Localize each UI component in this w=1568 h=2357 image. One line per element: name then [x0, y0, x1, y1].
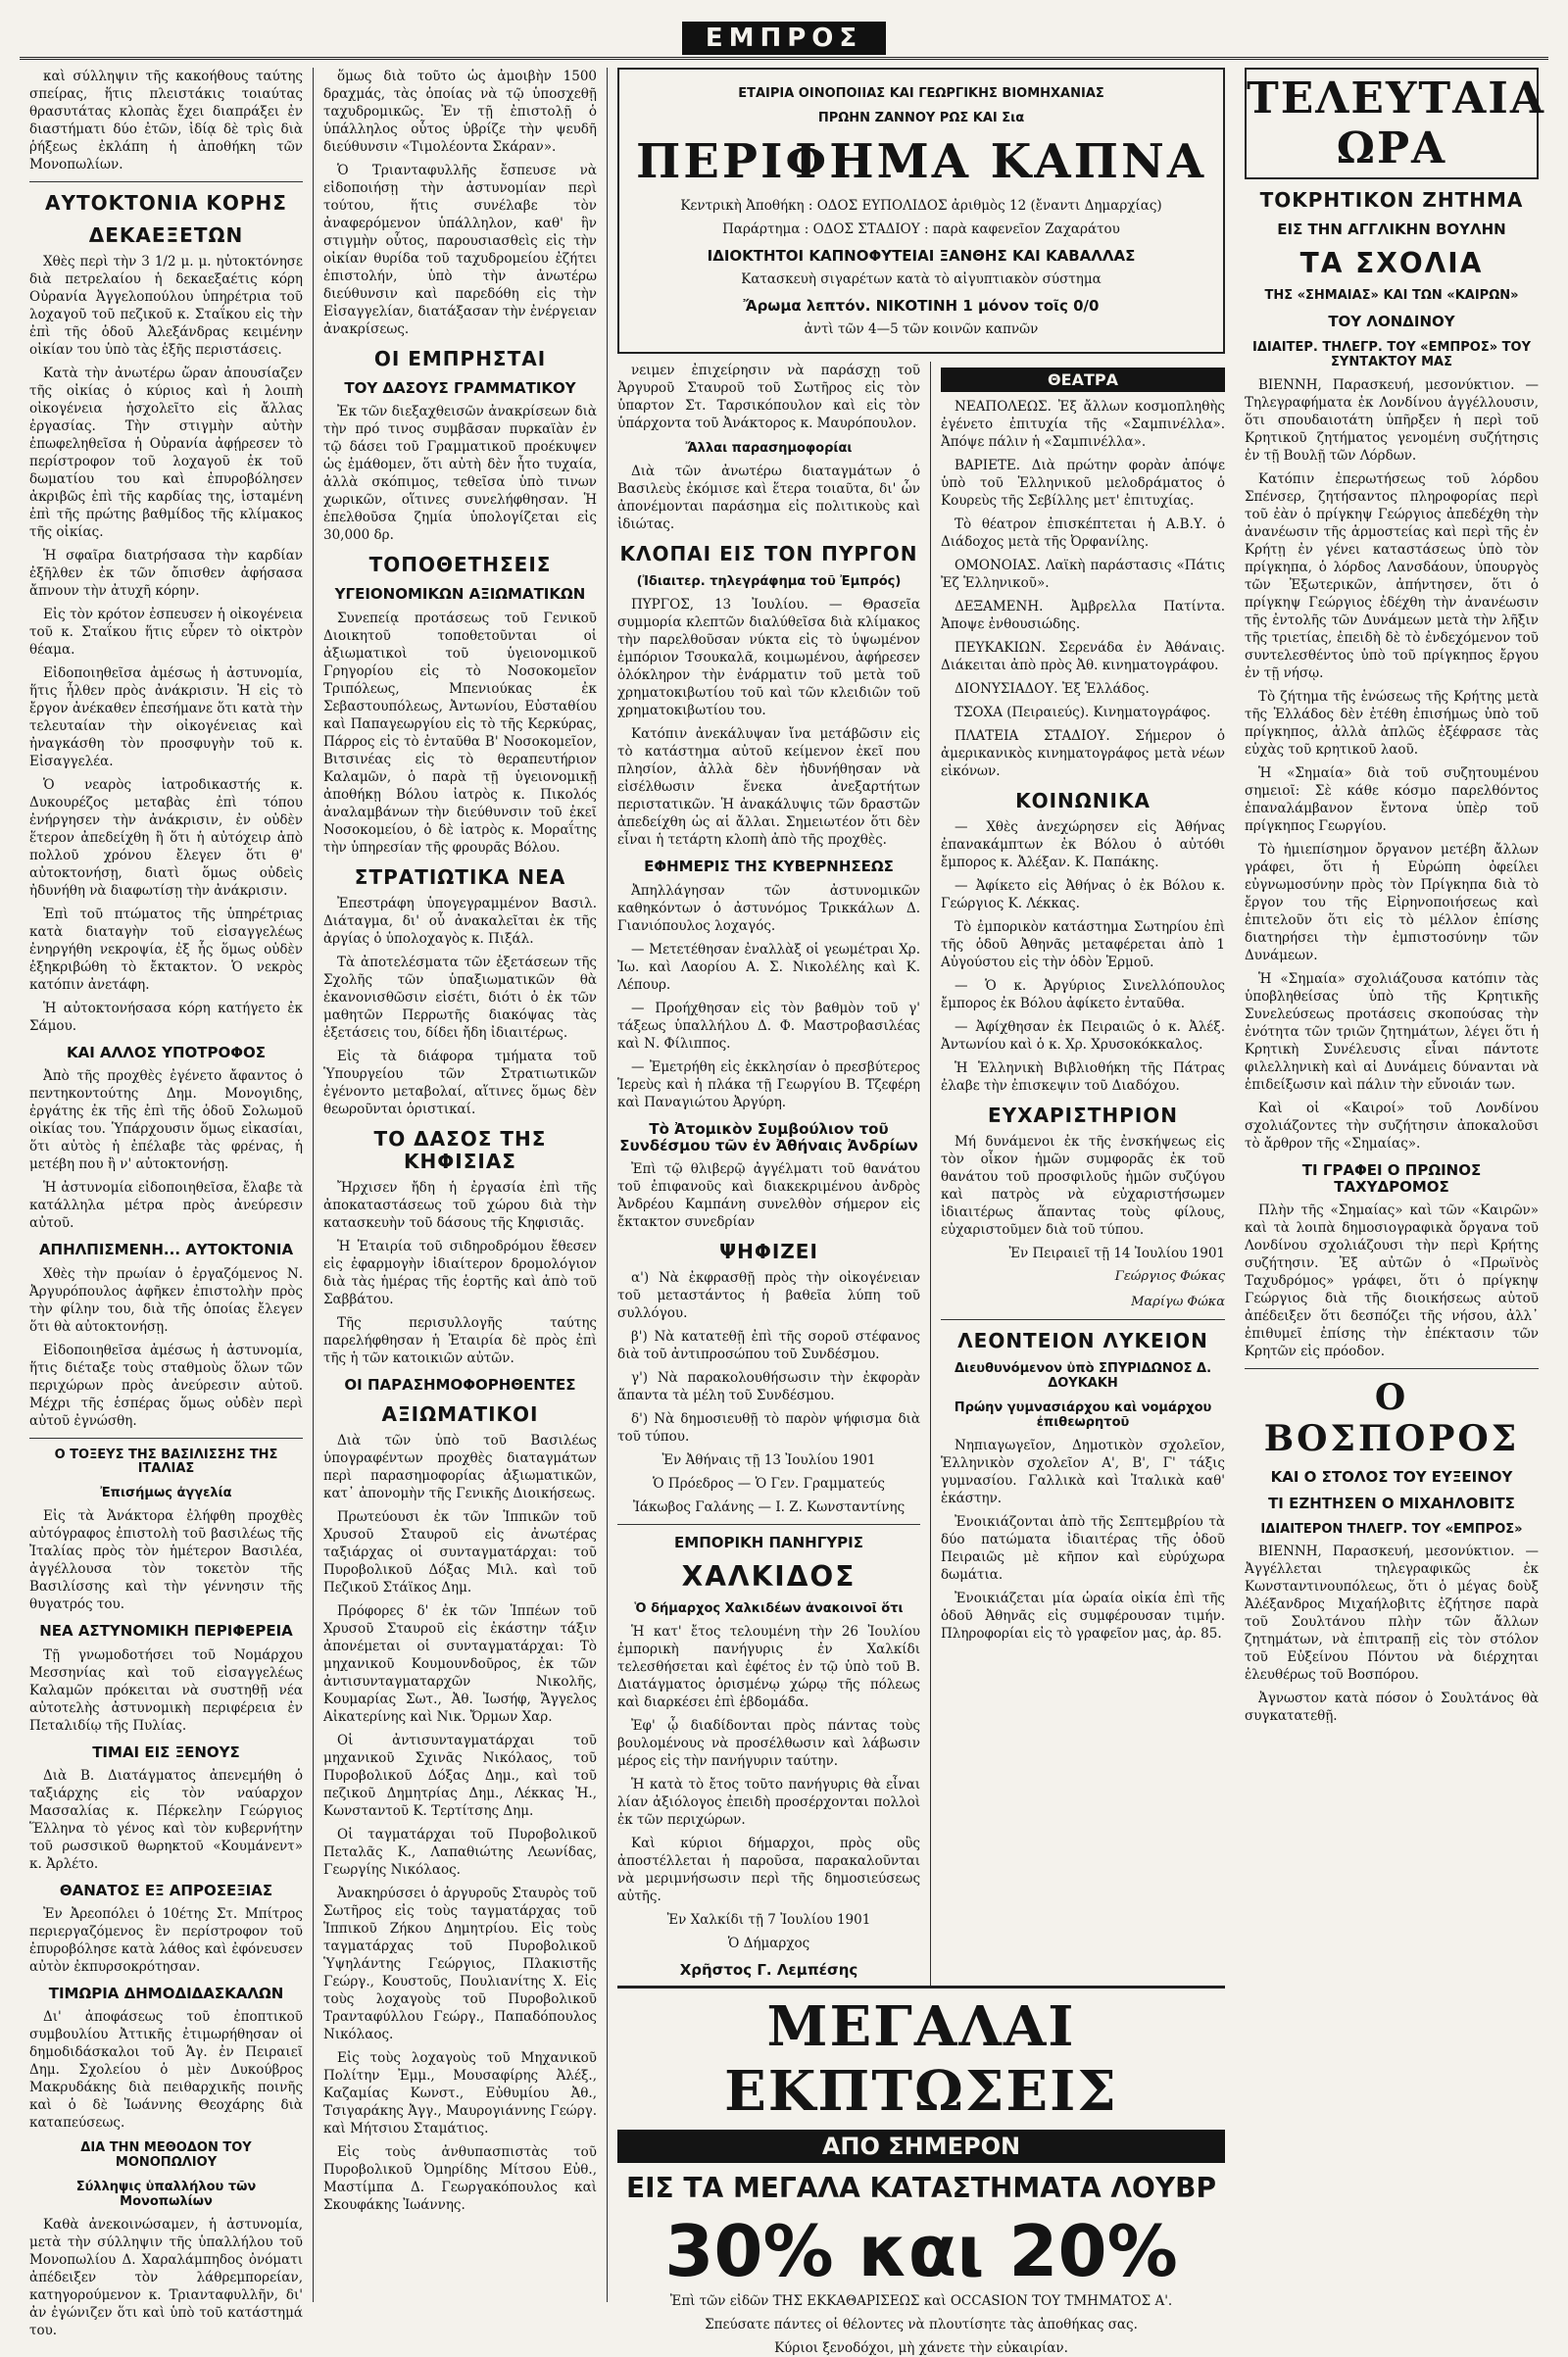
subheadline: Διευθυνόμενον ὑπὸ ΣΠΥΡΙΔΩΝΟΣ Δ. ΔΟΥΚΑΚΗ: [954, 1361, 1212, 1392]
column-4: [931, 362, 1235, 1985]
headline: ΨΗΦΙΖΕΙ: [719, 1240, 818, 1263]
subheadline: Πρώην γυμνασιάρχου καὶ νομάρχου ἐπιθεωρητοῦ: [954, 1400, 1212, 1431]
column-2: [314, 68, 608, 2302]
article-text: Τὸ ἐμπορικὸν κατάστημα Σωτηρίου ἐπὶ τῆς ὁδοῦ Ἀθηνᾶς μεταφέρεται ἀπὸ 1 Αὐγούστου εἰς τὴν ὁδὸν Ἑρμοῦ.: [941, 919, 1225, 971]
article-text: ΒΙΕΝΝΗ, Παρασκευή, μεσονύκτιον. — Τηλεγραφήματα ἐκ Λονδίνου ἀγγέλλουσιν, ὅτι σπουδαιοτάτη ὑπῆρξεν ἡ περὶ τοῦ Κρητικοῦ ζητήματος γενομένη συζήτησις ἐν τῇ Βουλῇ τῶν Λόρδων.: [1245, 376, 1539, 464]
ad-line: ΙΔΙΟΚΤΗΤΟΙ ΚΑΠΝΟΦΥΤΕΙΑΙ ΞΑΝΘΗΣ ΚΑΙ ΚΑΒΑΛΛΑΣ: [707, 246, 1136, 265]
signature: Μαρίγω Φώκα: [1131, 1295, 1225, 1310]
article-text: Ἐπὶ τοῦ πτώματος τῆς ὑπηρέτριας κατὰ διαταγὴν τοῦ εἰσαγγελέως ἐνηργήθη νεκροψία, ἐξ ἧς ὅμως οὐδὲν ἐξηκριβώθη τὸ ἔκτακτον. Ὁ νεκρὸς κατόπιν ἀνετάφη.: [29, 907, 303, 993]
divider: [1245, 1368, 1539, 1369]
ad-line: Κεντρικὴ Ἀποθήκη : ΟΔΟΣ ΕΥΠΟΛΙΔΟΣ ἀριθμὸς 12 (ἔναντι Δημαρχίας): [680, 197, 1162, 214]
article-text: Εἰδοποιηθεῖσα ἀμέσως ἡ ἀστυνομία, ἥτις ἦλθεν πρὸς ἀνάκρισιν. Ἡ εἰς τὸ ἔργον ἀνέκαθεν ἐπεσήμανε ὅτι κατὰ τὴν τελευταίαν τὴν οἰκογένειας καὶ ἠναγκάσθη τὸν προσφυγὴν τοῦ κ. Εἰσαγγελέα.: [29, 665, 303, 769]
ad-store: ΕΙΣ ΤΑ ΜΕΓΑΛΑ ΚΑΤΑΣΤΗΜΑΤΑ ΛΟΥΒΡ: [626, 2171, 1216, 2204]
article-text: Ἡ ἀστυνομία εἰδοποιηθεῖσα, ἔλαβε τὰ κατάλληλα μέτρα πρὸς ἀνεύρεσιν αὐτοῦ.: [29, 1180, 303, 1232]
ad-line: ἀντὶ τῶν 4—5 τῶν κοινῶν καπνῶν: [804, 321, 1039, 338]
divider: [29, 1438, 303, 1439]
two-column-area: [608, 362, 1235, 1985]
article-text: ΟΜΟΝΟΙΑΣ. Λαϊκὴ παράστασις «Πάτις Ἐζ Ἑλληνικοῦ».: [941, 558, 1225, 592]
ad-line: Σπεύσατε πάντες οἱ θέλοντες νὰ πλουτίσητε τὰς ἀποθήκας σας.: [705, 2316, 1138, 2332]
subheadline: Σύλληψις ὑπαλλήλου τῶν Μονοπωλίων: [75, 2180, 257, 2210]
article-text: ὅμως διὰ τοῦτο ὡς ἀμοιβὴν 1500 δραχμάς, τὰς ὁποίας νὰ τῷ ὑποσχεθῇ ταχυδρομικῶς. Ἐν τῇ ἐπιστολῇ ὁ ὑπάλληλος οὗτος ὑβρίζε τὴν ψευδῆ διεύθυνσιν «Τιμολέοντα Σκάραν».: [323, 69, 597, 155]
section-banner: ΘΕΑΤΡΑ: [941, 368, 1225, 392]
article-text: Διὰ τῶν ὑπὸ τοῦ Βασιλέως ὑπογραφέντων προχθὲς διαταγμάτων περὶ παρασημοφορίας ἀξιωματικῶν, κατ᾽ ἀπονομὴν τῆς Γενικῆς Διοικήσεως.: [323, 1432, 597, 1501]
article-text: Ἡ «Σημαία» σχολιάζουσα κατόπιν τὰς ὑποβληθείσας ὑπὸ τῆς Κρητικῆς Συνελεύσεως προτάσεις σκοπούσας τὴν ἐνότητα τῶν τριῶν ζητημάτων, λέγει ὅτι ἡ Κρητικὴ Συνέλευσις εἶναι πάντοτε φιλελληνικὴ καὶ αἱ Δυνάμεις δύνανται νὰ ἐπιδείξωσιν καὶ πάλιν τὴν εὔνοιάν των.: [1245, 970, 1539, 1093]
article-text: Καὶ οἱ «Καιροί» τοῦ Λονδίνου σχολιάζοντες τὴν συζήτησιν ἀποκαλοῦσι τὸ ἄρθρον τῆς «Σημαίας».: [1245, 1100, 1539, 1152]
article-text: Ἀνακηρύσσει ὁ ἀργυροῦς Σταυρὸς τοῦ Σωτῆρος εἰς τοὺς ταγματάρχας τοῦ Ἱππικοῦ Ζήκου Δημητρίου. Εἰς τοὺς ταγματάρχας τοῦ Πυροβολικοῦ Ὑψηλάντης Γεώργιος, Πλακιστῆς Γεώργ., Κουστοῦς, Πουλιανίτης Χ. Εἰς τοὺς λοχαγοὺς τοῦ Πυροβολικοῦ Τρανταφύλλου Γεώργ., Παπαδόπουλος Νικόλαος.: [323, 1885, 597, 2042]
article-text: ΤΣΟΧΑ (Πειραιεύς). Κινηματογράφος.: [955, 705, 1211, 721]
article-text: ΝΕΑΠΟΛΕΩΣ. Ἐξ ἄλλων κοσμοπληθὴς ἐγένετο ἐπιτυχία τῆς «Σαμπινέλλα». Ἀπόψε πάλιν ἡ «Σαμπινέλλα».: [941, 399, 1225, 451]
article-text: Κατόπιν ἐπερωτήσεως τοῦ λόρδου Σπένσερ, ζητήσαντος πληροφορίας περὶ τοῦ ἐὰν ὁ πρίγκηψ Γεώργιος ἀπεδέχθη τὴν ἀνανέωσιν τῆς ἁρμοστείας καὶ περὶ τῆς ἐν Κρήτῃ ἐν γένει καταστάσεως ὑπὸ τὸν πρίγκηπα, ὁ λόρδος Λανσδάουν, ὑπουργὸς τῶν Ἐξωτερικῶν, ἀπήντησεν, ὅτι ὁ πρίγκηψ Γεώργιος ἐδέχθη τὴν ἀνανέωσιν τῆς ἐντολῆς τῶν Δυνάμεων μετὰ τὴν λῆξιν τῆς τριετίας, ἐπειδὴ δὲ τὸ ἐνδεχόμενον τοῦ συντελεσθέντος ὑπὸ τοῦ πρίγκηπος ἔργου ἐν τῇ νήσῳ.: [1245, 470, 1539, 681]
article-text: Ἐν Ἀρεοπόλει ὁ 10έτης Στ. Μπίτρος περιεργαζόμενος ἓν περίστροφον τοῦ ἐπυροβόλησε κατὰ λάθος καὶ ἐφόνευσεν αὐτὸν ἐκπυρσοκρότησαν.: [29, 1906, 303, 1976]
headline: ΤΗΣ «ΣΗΜΑΙΑΣ» ΚΑΙ ΤΩΝ «ΚΑΙΡΩΝ»: [1264, 288, 1519, 304]
ad-company-sub: ΠΡΩΗΝ ΖΑΝΝΟΥ ΡΩΣ ΚΑΙ Σια: [817, 110, 1025, 125]
signature: Χρῆστος Γ. Λεμπέσης: [679, 1961, 858, 1980]
headline: ΤΙΜΩΡΙΑ ΔΗΜΟΔΙΔΑΣΚΑΛΩΝ: [48, 1985, 284, 2003]
article-text: Τὸ ζήτημα τῆς ἑνώσεως τῆς Κρήτης μετὰ τῆς Ἑλλάδος δὲν ἐτέθη ἐπισήμως ὑπὸ τοῦ πρίγκηπος, ἀλλὰ ἀπλῶς ἐξέφρασε τὰς εὐχὰς τοῦ κρητικοῦ λαοῦ.: [1245, 688, 1539, 758]
article-text: Εἰς τὰ Ἀνάκτορα ἐλήφθη προχθὲς αὐτόγραφος ἐπιστολὴ τοῦ βασιλέως τῆς Ἰταλίας πρὸς τὸν ἡμέτερον Βασιλέα, ἀγγέλλουσα τὸν τοκετὸν τῆς Βασιλίσσης καὶ τὴν γέννησιν τῆς θυγατρός του.: [29, 1508, 303, 1613]
headline: ΚΟΙΝΩΝΙΚΑ: [1015, 789, 1151, 813]
divider: [941, 1319, 1225, 1320]
headline: ΤΟΚΡΗΤΙΚΟΝ ΖΗΤΗΜΑ: [1259, 188, 1524, 212]
headline: ΕΥΧΑΡΙΣΤΗΡΙΟΝ: [987, 1104, 1179, 1128]
column-3: [608, 362, 931, 1985]
article-text: β') Νὰ κατατεθῇ ἐπὶ τῆς σοροῦ στέφανος διὰ τοῦ ἀντιπροσώπου τοῦ Συνδέσμου.: [617, 1329, 920, 1362]
center-block: [608, 68, 1235, 2356]
signature: Ἰάκωβος Γαλάνης — Ι. Ζ. Κωνσταντίνης: [632, 1499, 906, 1515]
headline: ΤΙ ΕΖΗΤΗΣΕΝ Ο ΜΙΧΑΗΛΟΒΙΤΣ: [1268, 1495, 1515, 1513]
headline: ΤΙ ΓΡΑΦΕΙ Ο ΠΡΩΙΝΟΣ ΤΑΧΥΔΡΟΜΟΣ: [1301, 1160, 1482, 1196]
headline: ΟΙ ΕΜΠΡΗΣΤΑΙ: [373, 347, 547, 370]
article-text: Ὁ Τριανταφυλλῆς ἔσπευσε νὰ εἰδοποιήσῃ τὴν ἀστυνομίαν περὶ τούτου, ἥτις συνέλαβε τὸν ἀναφερόμενον ὑπάλληλον, καθ' ἣν στιγμὴν οὗτος, παρουσιασθεὶς εἰς τὴν οἰκίαν θυρίδα τοῦ ταχυδρομείου ἐζήτει ἐπιστολήν, ὑπὸ τὴν ἀνωτέρω διεύθυνσιν καὶ παρεδόθη εἰς τὴν Εἰσαγγελίαν, διατάξασαν τὴν ἐνέργειαν ἀνακρίσεως.: [323, 163, 597, 337]
article-text: Μή δυνάμενοι ἐκ τῆς ἐνσκήψεως εἰς τὸν οἶκον ἡμῶν συμφορᾶς ἐκ τοῦ θανάτου τοῦ προσφιλοῦς ἡμῶν συζύγου καὶ πατρὸς νὰ εὐχαριστήσωμεν ἰδιαιτέρως ἅπαντας τοὺς φίλους, εὐχαριστοῦμεν διὰ τοῦ τύπου.: [941, 1134, 1225, 1239]
article-text: Εἰς τὸν κρότον ἐσπευσεν ἡ οἰκογένεια τοῦ κ. Σταΐκου ἥτις εὗρεν τὸ οἰκτρὸν θέαμα.: [29, 607, 303, 658]
ad-company: ΕΤΑΙΡΙΑ ΟΙΝΟΠΟΙΙΑΣ ΚΑΙ ΓΕΩΡΓΙΚΗΣ ΒΙΟΜΗΧΑΝΙΑΣ: [738, 86, 1104, 101]
columns: [20, 68, 1548, 2356]
ad-line: Παράρτημα : ΟΔΟΣ ΣΤΑΔΙΟΥ : παρὰ καφενεῖον Ζαχαράτου: [722, 221, 1120, 237]
article-text: — Ἀφίκετο εἰς Ἀθήνας ὁ ἐκ Βόλου κ. Γεώργιος Κ. Λέκκας.: [941, 878, 1225, 912]
dateline: Ἐν Ἀθήναις τῇ 13 Ἰουλίου 1901: [662, 1452, 876, 1468]
masthead: [20, 18, 1548, 60]
ad-banner: ΑΠΟ ΣΗΜΕΡΟΝ: [617, 2130, 1225, 2163]
headline: ΤΟΠΟΘΕΤΗΣΕΙΣ: [368, 553, 552, 577]
headline: ΑΠΗΛΠΙΣΜΕΝΗ... ΑΥΤΟΚΤΟΝΙΑ: [38, 1241, 294, 1259]
headline: ΕΜΠΟΡΙΚΗ ΠΑΝΗΓΥΡΙΣ: [674, 1534, 863, 1551]
article-text: Ἐνοικιάζεται μία ὡραία οἰκία ἐπὶ τῆς ὁδοῦ Ἀθηνᾶς εἰς συμφέρουσαν τιμήν. Πληροφορίαι εἰς τὸ γραφεῖον μας, ἀρ. 85.: [941, 1591, 1225, 1643]
column-5: [1235, 68, 1548, 2302]
article-text: Ἡ Ἑλληνικὴ Βιβλιοθήκη τῆς Πάτρας ἐλαβε τὴν ἐπισκεψιν τοῦ Διαδόχου.: [941, 1060, 1225, 1095]
article-text: Εἰς τοὺς λοχαγοὺς τοῦ Μηχανικοῦ Πολίτην Ἐμμ., Μουσαφίρης Ἀλέξ., Καζαμίας Κωνστ., Εὐθυμίου Ἀθ., Τσιγαράκης Ἀγγ., Μαυρογιάννης Γεώργ. καὶ Μήτσιου Σταμάτιος.: [323, 2049, 597, 2136]
article-text: — Ἐμετρήθη εἰς ἐκκλησίαν ὁ πρεσβύτερος Ἱερεὺς καὶ ἡ πλάκα τῇ Γεωργίου Β. Τζεφέρη καὶ Παναγιώτου Ἀργύρη.: [617, 1058, 920, 1110]
headline: ΚΑΙ ΑΛΛΟΣ ΥΠΟΤΡΟΦΟΣ: [67, 1044, 266, 1061]
section-title: ΤΕΛΕΥΤΑΙΑ ΩΡΑ: [1245, 68, 1539, 179]
article-text: Ἡ Ἑταιρία τοῦ σιδηροδρόμου ἔθεσεν εἰς ἐφαρμογὴν ἰδιαίτερον δρομολόγιον διὰ τὰς ἡμέρας τῆς ἑορτῆς καὶ ἀπὸ τοῦ Σαββάτου.: [323, 1238, 597, 1307]
article-text: — Προήχθησαν εἰς τὸν βαθμὸν τοῦ γ' τάξεως ὑπαλλήλου Δ. Φ. Μαστροβασιλέας καὶ Ν. Φίλιππος.: [617, 1000, 920, 1052]
article-text: γ') Νὰ παρακολουθήσωσιν τὴν ἐκφορὰν ἅπαντα τὰ μέλη τοῦ Συνδέσμου.: [617, 1370, 920, 1403]
article-text: Ἐκ τῶν διεξαχθεισῶν ἀνακρίσεων διὰ τὴν πρό τινος συμβᾶσαν πυρκαϊὰν ἐν τῷ δάσει τοῦ Γραμματικοῦ προέκυψεν ὡς ἐμάθομεν, ὅτι αὐτὴ δὲν ἦτο τυχαία, ἀλλὰ σκόπιμος, τεθεῖσα ὑπὸ τινων χωρικῶν, οἵτινες συνελήφθησαν. Ἡ ἐπελθοῦσα ζημία ὑπολογίζεται εἰς 30,000 δρ.: [323, 404, 597, 544]
signature: Γεώργιος Φώκας: [1114, 1269, 1225, 1285]
subheadline: ΙΔΙΑΙΤΕΡΟΝ ΤΗΛΕΓΡ. ΤΟΥ «ΕΜΠΡΟΣ»: [1260, 1521, 1523, 1537]
newspaper-page: [20, 18, 1548, 2356]
article-text: Ἐπεστράφη ὑπογεγραμμένον Βασιλ. Διάταγμα, δι' οὗ ἀνακαλεῖται ἐκ τῆς ἀργίας ὁ ὑπολοχαγὸς κ. Πιξάλ.: [323, 895, 597, 947]
headline: ΟΙ ΠΑΡΑΣΗΜΟΦΟΡΗΘΕΝΤΕΣ: [344, 1375, 576, 1394]
headline: ΧΑΛΚΙΔΟΣ: [681, 1560, 857, 1594]
article-text: Κατὰ τὴν ἀνωτέρω ὥραν ἀπουσίαζεν τῆς οἰκίας ὁ κύριος καὶ ἡ λοιπὴ οἰκογένεια ἠσχολεῖτο εἰς ἄλλας ἐργασίας. Τὴν στιγμὴν αὐτὴν ἐπωφεληθεῖσα ἡ Οὐρανία ἀφῄρεσεν τὸ περίστροφον τοῦ λοχαγοῦ ἐκ τοῦ δωματίου του καὶ ἐπυροβόλησεν ἀκριβῶς ἐπὶ τῆς καρδίας της, ἱσταμένη ἐπὶ τῆς πρώτης βαθμίδος τῆς κλίμακος τῆς οἰκίας.: [29, 366, 303, 540]
subheadline: Ἐπισήμως ἀγγελία: [100, 1486, 232, 1501]
article-text: Ἐφ' ᾧ διαδίδονται πρὸς πάντας τοὺς βουλομένους νὰ προσέλθωσιν καὶ λάβωσιν μέρος εἰς τὴν πανήγυριν ταύτην.: [617, 1718, 920, 1770]
article-text: Ἡ σφαῖρα διατρήσασα τὴν καρδίαν ἐξῆλθεν ἐκ τῶν ὄπισθεν ἀφήσασα ἄπνουν τὴν ἀτυχῆ κόρην.: [29, 548, 303, 599]
louvre-sale-ad: [617, 1986, 1225, 2356]
headline: ΤΑ ΣΧΟΛΙΑ: [1299, 247, 1484, 280]
ad-line: Κύριοι ξενοδόχοι, μὴ χάνετε τὴν εὐκαιρίαν.: [774, 2339, 1068, 2356]
headline: ΕΙΣ ΤΗΝ ΑΓΓΛΙΚΗΝ ΒΟΥΛΗΝ: [1277, 221, 1506, 238]
headline: ΛΕΟΝΤΕΙΟΝ ΛΥΚΕΙΟΝ: [957, 1329, 1208, 1353]
article-text: Τὸ θέατρον ἐπισκέπτεται ἡ Α.Β.Υ. ὁ Διάδοχος μετὰ τῆς Ὀρφανίλης.: [941, 516, 1225, 551]
article-text: Ἀγνωστον κατὰ πόσον ὁ Σουλτάνος θὰ συγκατατεθῇ.: [1245, 1691, 1539, 1725]
article-text: Καθὰ ἀνεκοινώσαμεν, ἡ ἀστυνομία, μετὰ τὴν σύλληψιν τῆς ὑπαλλήλου τοῦ Μονοπωλίου Δ. Χαραλάμπηδος ὀνόματι ἀπέδειξεν τὸν λάθρεμπορείαν, κατηγορούμενον κ. Τριανταφυλλῆν, δι' ἀν ἐγώνιζεν ὅτι καὶ ὑπὸ τοῦ κατάστημά του.: [29, 2217, 303, 2339]
headline: ΣΤΡΑΤΙΩΤΙΚΑ ΝΕΑ: [354, 864, 566, 889]
article-text: ΔΙΟΝΥΣΙΑΔΟΥ. Ἐξ Ἑλλάδος.: [955, 681, 1150, 698]
article-text: Καὶ κύριοι δήμαρχοι, πρὸς οὓς ἀποστέλλεται ἡ παροῦσα, παρακαλοῦνται νὰ μεριμνήσωσιν περὶ τῆς δημοσιεύσεως αὐτῆς.: [617, 1836, 920, 1905]
headline: Ο ΤΟΞΕΥΣ ΤΗΣ ΒΑΣΙΛΙΣΣΗΣ ΤΗΣ ΙΤΑΛΙΑΣ: [54, 1447, 278, 1477]
article-text: Ἀπὸ τῆς προχθὲς ἐγένετο ἄφαντος ὁ πεντηκοντούτης Δημ. Μονογιδης, ἐργάτης ἐκ τῆς ἐπὶ τῆς ὁδοῦ Σολωμοῦ οἰκίας του. Ὑπάρχουσιν ὅμως εἰκασίαι, ὅτι αὐτὸς ἡ ἐπέλαβε τὰς φρένας, ἡ μετέβη που ἢ ν' αὐτοκτονήσῃ.: [29, 1068, 303, 1173]
article-text: Χθὲς περὶ τὴν 3 1/2 μ. μ. ηὐτοκτόνησε διὰ πετρελαίου ἡ δεκαεξαέτις κόρη Οὐρανία Ἀγγελοπούλου ὑπηρέτρια τοῦ λοχαγοῦ τοῦ πεζικοῦ κ. Σταΐκου εἰς τὴν ἐπὶ τῆς ὁδοῦ Ἀλεξάνδρας κειμένην οἰκίαν του ὑπὸ τὰς ἑξῆς περιστάσεις.: [29, 254, 303, 358]
headline: ΚΑΙ Ο ΣΤΟΛΟΣ ΤΟΥ ΕΥΞΕΙΝΟΥ: [1270, 1468, 1513, 1486]
ad-line: Ἄρωμα λεπτόν. ΝΙΚΟΤΙΝΗ 1 μόνον τοῖς 0/0: [743, 297, 1100, 316]
ad-line: Κατασκευὴ σιγαρέτων κατὰ τὸ αἰγυπτιακὸν σύστημα: [741, 271, 1102, 288]
article-text: Χθὲς τὴν πρωίαν ὁ ἐργαζόμενος Ν. Ἀργυρόπουλος ἀφῆκεν ἐπιστολὴν πρὸς τὴν φίλην του, διὰ τῆς ὁποίας ἔλεγεν ὅτι θὰ αὐτοκτονήσῃ.: [29, 1265, 303, 1335]
signature: Ὁ Δήμαρχος: [727, 1936, 810, 1952]
subheadline: Ὁ δήμαρχος Χαλκιδέων ἀνακοινοῖ ὅτι: [634, 1601, 904, 1617]
headline: ΤΟΥ ΛΟΝΔΙΝΟΥ: [1328, 313, 1455, 331]
article-text: ΠΕΥΚΑΚΙΩΝ. Σερενάδα ἐν Ἀθάναις. Διάκειται ἀπὸ πρὸς Ἀθ. κινηματογράφου.: [941, 640, 1225, 674]
article-text: Ἡ αὐτοκτονήσασα κόρη κατήγετο ἐκ Σάμου.: [29, 1001, 303, 1034]
headline: ΑΞΙΩΜΑΤΙΚΟΙ: [381, 1401, 539, 1426]
headline: Τὸ Ἀτομικὸν Συμβούλιον τοῦ Συνδέσμου τῶν ἐν Ἀθήναις Ἀνδρίων: [619, 1119, 918, 1154]
column-1: [20, 68, 314, 2339]
article-text: Εἰς τὰ διάφορα τμήματα τοῦ Ὑπουργείου τῶν Στρατιωτικῶν ἐγένοντο μεταβολαί, αἵτινες ὅμως δὲν θεωροῦνται ὁριστικαί.: [323, 1048, 597, 1117]
headline: ΝΕΑ ΑΣΤΥΝΟΜΙΚΗ ΠΕΡΙΦΕΡΕΙΑ: [39, 1622, 293, 1641]
article-text: Συνεπείᾳ προτάσεως τοῦ Γενικοῦ Διοικητοῦ τοποθετοῦνται οἱ ἀξιωματικοὶ τοῦ ὑγειονομικοῦ Γρηγορίου εἰς τὸ Νοσοκομεῖον Τριπόλεως, Μπενιούκας ἐκ Σεβαστουπόλεως, Ἀντωνίου, Εὐσταθίου καὶ Παπαγεωργίου εἰς τὸ τῆς Κερκύρας, Πάρρος εἰς τὸ ἐνταῦθα Β' Νοσοκομεῖον, Βιτσινέας εἰς τὸ θεραπευτήριον Καλαμῶν, ὁ παρὰ τῇ ὑγειονομικῇ ἀποθήκῃ Βόλου ἰατρὸς κ. Πικολός ἀναλαμβάνων τὴν διεύθυνσιν τοῦ ἐκεῖ Νοσοκομείου, ὁ δὲ ἰατρὸς κ. Μοραΐτης τὴν ὑπηρεσίαν τῆς φρουρᾶς Βόλου.: [323, 610, 597, 856]
headline: ΑΥΤΟΚΤΟΝΙΑ ΚΟΡΗΣ: [45, 191, 287, 215]
article-text: Εἰδοποιηθεῖσα ἀμέσως ἡ ἀστυνομία, ἥτις διέταξε τοὺς σταθμοὺς ὅλων τῶν περιχώρων πρὸς ἀνεύρεσιν αὐτοῦ. Μέχρι τῆς ἑσπέρας ὅμως οὐδὲν περὶ αὐτοῦ ἐγνώσθη.: [29, 1342, 303, 1429]
article-text: καὶ σύλληψιν τῆς κακοήθους ταύτης σπείρας, ἥτις πλειστάκις τοιαύτας θρασυτάτας κλοπὰς ἔχει διαπράξει ἐν διαστήματι δύο ἐτῶν, ἰδίᾳ δὲ τρὶς διὰ ῥήξεως ἐκλάπη ἡ ἀποθήκη τῶν Μονοπωλίων.: [29, 69, 303, 172]
article-text: Οἱ ἀντισυνταγματάρχαι τοῦ μηχανικοῦ Σχινᾶς Νικόλαος, τοῦ Πυροβολικοῦ Δόξας Δημ., καὶ τοῦ πεζικοῦ Δημητρίας Δημ., Λέκκας Ἠ., Κωνσταντοῦ Κ. Τερτίτσης Δημ.: [323, 1732, 597, 1819]
article-text: Τὰ ἀποτελέσματα τῶν ἐξετάσεων τῆς Σχολῆς τῶν ὑπαξιωματικῶν θὰ ἐκανονισθῶσιν εἰσέτι, διότι ὁ ἐκ τῶν μαθητῶν Περρωτῆς διακόψας τὰς ἐξετάσεις του, δίδει ἤδη ἰδιαιτέρως.: [323, 954, 597, 1041]
article-text: Εἰς τοὺς ἀνθυπασπιστὰς τοῦ Πυροβολικοῦ Ὀμηρίδης Μίτσου Εὐθ., Μαστίμπα Δ. Γεωργακόπουλος καὶ Σκουφάκης Ἰωάννης.: [323, 2143, 597, 2213]
article-text: Τῇ γνωμοδοτήσει τοῦ Νομάρχου Μεσσηνίας καὶ τοῦ εἰσαγγελέως Καλαμῶν πρόκειται νὰ συστηθῇ νέα αὐτοτελὴς ἀστυνομικὴ περιφέρεια ἐν Πεταλιδίῳ τῆς Πυλίας.: [29, 1646, 303, 1734]
article-text: ΠΛΑΤΕΙΑ ΣΤΑΔΙΟΥ. Σήμερον ὁ ἀμερικανικὸς κινηματογράφος μετὰ νέων εἰκόνων.: [941, 728, 1225, 780]
article-text: Ἐνοικιάζονται ἀπὸ τῆς Σεπτεμβρίου τὰ δύο πατώματα ἰδιαιτέρας τῆς ὁδοῦ Πειραιῶς μὲ κῆπον καὶ εὐρύχωρα δωμάτια.: [941, 1514, 1225, 1584]
article-text: Ἀπηλλάγησαν τῶν ἀστυνομικῶν καθηκόντων ὁ ἀστυνόμος Τρικκάλων Δ. Γιανιόπουλος λοχαγός.: [617, 882, 920, 934]
headline: Ο ΒΟΣΠΟΡΟΣ: [1263, 1377, 1520, 1459]
article-text: νειμεν ἐπιχείρησιν νὰ παράσχῃ τοῦ Ἀργυροῦ Σταυροῦ τοῦ Σωτῆρος εἰς τὸν ὑπαρτον Στ. Ταρσικόπουλον καὶ εἰς τὸν ὑπάρχοντα τοῦ Ἀνάκτορος κ. Μαυρόπουλον.: [617, 363, 920, 432]
ad-discount: 30% και 20%: [664, 2209, 1178, 2292]
article-text: Διὰ τῶν ἀνωτέρω διαταγμάτων ὁ Βασιλεὺς ἐκόμισε καὶ ἕτερα τοιαῦτα, δι' ὧν ἀπονέμονται παράσημα εἰς πολιτικοὺς καὶ ἰδιώτας.: [617, 464, 920, 533]
dateline: Ἐν Πειραιεῖ τῇ 14 Ἰουλίου 1901: [1008, 1246, 1225, 1262]
article-text: ΔΕΞΑΜΕΝΗ. Ἀμβρελλα Πατίντα. Ἀποψε ἐνθουσιώδης.: [941, 599, 1225, 633]
article-text: δ') Νὰ δημοσιευθῇ τὸ παρὸν ψήφισμα διὰ τοῦ τύπου.: [617, 1411, 920, 1445]
article-text: Πλὴν τῆς «Σημαίας» καὶ τῶν «Καιρῶν» καὶ τὰ λοιπὰ δημοσιογραφικὰ ὄργανα τοῦ Λονδίνου σχολιάζουσι τὴν περὶ Κρήτης συζήτησιν. Ἐξ αὐτῶν ὁ «Πρωϊνὸς Ταχυδρόμος» γράφει, ὅτι ὁ πρίγκηψ Γεώργιος διὰ τῆς διοικήσεως αὐτοῦ ἀπέδειξεν ὅτι δεσπόζει τῆς νήσου, ἀλλ᾽ ἐπιθυμεῖ ἐπίσης τὴν ἐπέκτασιν τῶν Κρητῶν εἰς πρόοδον.: [1245, 1203, 1539, 1359]
article-text: Δι' ἀποφάσεως τοῦ ἐποπτικοῦ συμβουλίου Ἀττικῆς ἐτιμωρήθησαν οἱ δημοδιδάσκαλοι τοῦ Ἁγ. ἐν Πειραιεῖ Δημ. Σχολείου ὁ μὲν Δυκούβρος Μακρυδάκης διὰ πειθαρχικῆς ποινῆς καὶ ὁ δὲ Ἰωάννης Θεοχάρης διὰ καταπεύσεως.: [29, 2009, 303, 2132]
article-text: Τὸ ἡμιεπίσημον ὄργανον μετέβη ἄλλων γράφει, ὅτι ἡ Εὐρώπη ὀφείλει εὐγνωμοσύνην πρὸς τὸν Πρίγκηπα διὰ τὸ ἔργον του τῆς Εἰρηνοποιήσεως καὶ ἐπιτελοῦν ὅτι εἰς τὸ μέλλον ἐπίσης διατηρήσει τὴν ἐμπιστοσύνην τῶν Δυνάμεων.: [1245, 841, 1539, 963]
article-text: ΠΥΡΓΟΣ, 13 Ἰουλίου. — Θρασεῖα συμμορία κλεπτῶν διαλύθεῖσα διὰ κλίμακος τὴν παρελθοῦσαν νύκτα εἰς τὸ ὑψωμένον ἐμπόριον Τσουκαλᾶ, κοιμωμένου, ἀφήρεσεν ὁλόκληρον τὴν ἐνάρματιν τοῦ μετὰ τοῦ χρηματοκιβωτίου τοῦ καὶ τῶν κλειδιῶν τοῦ χρηματοκιβωτίου του.: [617, 597, 920, 719]
ad-title: ΜΕΓΑΛΑΙ ΕΚΠΤΩΣΕΙΣ: [724, 1993, 1118, 2124]
article-text: Πρωτεύουσι ἐκ τῶν Ἱππικῶν τοῦ Χρυσοῦ Σταυροῦ εἰς ἀνωτέρας ταξιάρχας οἱ συνταγματάρχαι: τοῦ Πυροβολικοῦ Δόξας Μιλ. καὶ τοῦ Πεζικοῦ Στάϊκος Δημ.: [323, 1508, 597, 1596]
subheadline: ΙΔΙΑΙΤΕΡ. ΤΗΛΕΓΡ. ΤΟΥ «ΕΜΠΡΟΣ» ΤΟΥ ΣΥΝΤΑΚΤΟΥ ΜΑΣ: [1251, 339, 1531, 369]
article-text: — Ὁ κ. Ἀργύριος Σινελλόπουλος ἔμπορος ἐκ Βόλου ἀφίκετο ἐνταῦθα.: [941, 978, 1225, 1012]
article-text: Ἡ «Σημαία» διὰ τοῦ συζητουμένου σημειοῖ: Σὲ κάθε κόσμο παρελθόντος ἐπαναλάμβανον ἔντονα ὑπὲρ τοῦ πρίγκηπος Γεωργίου.: [1245, 764, 1539, 834]
article-text: α') Νὰ ἐκφρασθῇ πρὸς τὴν οἰκογένειαν τοῦ μεταστάντος ἡ βαθεῖα λύπη τοῦ συλλόγου.: [617, 1270, 920, 1321]
headline: ΚΛΟΠΑΙ ΕΙΣ ΤΟΝ ΠΥΡΓΟΝ: [619, 542, 918, 566]
article-text: Κατόπιν ἀνεκάλυψαν ἴνα μετάβῶσιν εἰς τὸ κατάστημα αὐτοῦ κείμενον ἐκεῖ που πλησίον, ἀλλὰ δὲν ἠδυνήθησαν νὰ εἰσέλθωσιν ἕνεκα ἀνεξαρτήτων περιστατικῶν. Ἡ ἀνακάλυψις τῶν δραστῶν ἀπεδείχθη ὡς αἱ ἄλλαι. Σημειωτέον ὅτι δὲν εἶναι ἡ τετάρτη κλοπὴ ἀπὸ τῆς προχθὲς.: [617, 726, 920, 849]
headline: ΤΙΜΑΙ ΕΙΣ ΞΕΝΟΥΣ: [92, 1743, 240, 1761]
headline: ΘΑΝΑΤΟΣ ΕΞ ΑΠΡΟΣΕΞΙΑΣ: [59, 1881, 273, 1899]
headline: ΔΙΑ ΤΗΝ ΜΕΘΟΔΟΝ ΤΟΥ ΜΟΝΟΠΩΛΙΟΥ: [80, 2140, 252, 2171]
article-text: Τῆς περισυλλογῆς ταύτης παρελήφθησαν ἡ Ἑταιρία δὲ πρὸς ἐπὶ τῆς ἡ τῶν κατοικιῶν αὐτῶν.: [323, 1314, 597, 1366]
article-text: Πρόφορες δ' ἐκ τῶν Ἱππέων τοῦ Χρυσοῦ Σταυροῦ εἰς ἐκάστην τάξιν ἀπονέμεται οἱ συνταγματάρχαι: Τὸ μηχανικοῦ Κουμουνδοῦρος, ἐκ τῶν ἀντισυνταγματαρχῶν Νικολῆς, Κουμαρίας Σωτ., Ἀθ. Ἰωσήφ, Ἄγγελος Αἰκατερίνης καὶ Νικ. Ὄρμων Χαρ.: [323, 1602, 597, 1725]
article-text: ΒΙΕΝΝΗ, Παρασκευή, μεσονύκτιον. — Ἀγγέλλεται τηλεγραφικῶς ἐκ Κωνσταντινουπόλεως, ὅτι ὁ μέγας δοὺξ Ἀλέξανδρος Μιχαήλοβιτς ἐζήτησε παρὰ τοῦ Σουλτάνου πλὴν τῶν ἄλλων ζητημάτων, νὰ ἐπιτραπῇ εἰς τὸν στόλον τοῦ Εὐξείνου Πόντου νὰ διέρχηται ἐλευθέρως τοῦ Βοσπόρου.: [1245, 1544, 1539, 1684]
subheadline: (Ἰδιαιτερ. τηλεγράφημα τοῦ Ἐμπρός): [636, 574, 902, 590]
article-text: — Ἀφίχθησαν ἐκ Πειραιῶς ὁ κ. Ἀλέξ. Ἀντωνίου καὶ ὁ κ. Χρ. Χρυσοκόκκαλος.: [941, 1019, 1225, 1054]
divider: [617, 1524, 920, 1525]
article-text: ΒΑΡΙΕΤΕ. Διὰ πρώτην φορὰν ἀπόψε ὑπὸ τοῦ Ἑλληνικοῦ μελοδράματος ὁ Κουρεὺς τῆς Σεβίλλης μετ' ἐπιτυχίας.: [941, 458, 1225, 510]
article-text: Ἡ κατ' ἔτος τελουμένη τὴν 26 Ἰουλίου ἐμπορικὴ πανήγυρις ἐν Χαλκίδι τελεσθήσεται καὶ ἐφέτος ἐν τῷ ὑπὸ τοῦ Β. Διατάγματος ὁρισμένῳ χώρῳ τῆς πόλεως καὶ διαρκέσει ἐπὶ ἑβδομάδα.: [617, 1624, 920, 1711]
headline: ΤΟ ΔΑΣΟΣ ΤΗΣ ΚΗΦΙΣΙΑΣ: [373, 1126, 547, 1173]
article-text: Ὁ νεαρὸς ἰατροδικαστής κ. Δυκουρέζος μεταβὰς ἐπὶ τόπου ἐνήργησεν τὴν ἀνάκρισιν, ἐν οὐδὲν ἕτερον ἀπεδείχθη ἢ ὅτι ἡ αὐτόχειρ ἀπὸ πολλοῦ χρόνου ἔλεγεν ὅτι θ' αὐτοκτονήσῃ, διατὶ ὅμως οὐδεὶς ἠδυνήθη νὰ διαφωτίσῃ τὴν ἀνάκρισιν.: [29, 777, 303, 899]
ad-line: Ἐπὶ τῶν εἰδῶν ΤΗΣ ΕΚΚΑΘΑΡΙΣΕΩΣ καὶ OCCASION ΤΟΥ ΤΜΗΜΑΤΟΣ Α'.: [669, 2292, 1173, 2309]
tobacco-ad: [617, 68, 1225, 354]
ad-title: ΠΕΡΙΦΗΜΑ ΚΑΠΝΑ: [635, 133, 1207, 189]
headline: Ἄλλαι παρασημοφορίαι: [685, 441, 853, 457]
article-text: Οἱ ταγματάρχαι τοῦ Πυροβολικοῦ Πεταλᾶς Κ., Λαπαθιώτης Λεωνίδας, Γεωργίης Νικόλαος.: [323, 1826, 597, 1878]
masthead-title: ΕΜΠΡΟΣ: [682, 22, 886, 55]
article-text: Ἡ κατὰ τὸ ἔτος τοῦτο πανήγυρις θὰ εἶναι λίαν ἀξιόλογος ἐπειδὴ προσέρχονται πολλοὶ ἐκ τῶν περιχώρων.: [617, 1777, 920, 1829]
headline: ΕΦΗΜΕΡΙΣ ΤΗΣ ΚΥΒΕΡΝΗΣΕΩΣ: [644, 858, 894, 876]
article-text: Νηπιαγωγεῖον, Δημοτικὸν σχολεῖον, Ἑλληνικὸν σχολεῖον Α', Β', Γ' τάξις γυμνασίου. Γαλλικὰ καὶ Ἰταλικὰ καθ' ἑκάστην.: [941, 1438, 1225, 1507]
headline: ΤΟΥ ΔΑΣΟΥΣ ΓΡΑΜΜΑΤΙΚΟΥ: [344, 379, 576, 397]
signature: Ὁ Πρόεδρος — Ὁ Γεν. Γραμματεύς: [653, 1476, 885, 1492]
article-text: — Μετετέθησαν ἐναλλὰξ οἱ γεωμέτραι Χρ. Ἰω. καὶ Λαορίου Α. Σ. Νικολέλης καὶ Κ. Λέπουρ.: [617, 941, 920, 993]
article-text: — Χθὲς ἀνεχώρησεν εἰς Ἀθήνας ἐπανακάμπτων ἐκ Βόλου ὁ αὐτόθι ἔμπορος κ. Ἀλέξαν. Κ. Παπάκης.: [941, 819, 1225, 871]
article-text: Διὰ Β. Διατάγματος ἀπενεμήθη ὁ ταξιάρχης εἰς τὸν ναύαρχον Μασσαλίας κ. Πέρκελην Γεώργιος Ἕλληνα τὸ γένος καὶ τὸν κυβερνήτην τοῦ ρωσσικοῦ θωρηκτοῦ «Κουμάνεντ» κ. Ἀρλέτο.: [29, 1767, 303, 1872]
divider: [29, 181, 303, 182]
dateline: Ἐν Χαλκίδι τῇ 7 Ἰουλίου 1901: [666, 1912, 871, 1929]
headline: ΥΓΕΙΟΝΟΜΙΚΩΝ ΑΞΙΩΜΑΤΙΚΩΝ: [334, 585, 586, 604]
article-text: Ἤρχισεν ἤδη ἡ ἐργασία ἐπὶ τῆς ἀποκαταστάσεως τοῦ χώρου διὰ τὴν κατασκευὴν τοῦ δάσους τῆς Κηφισιᾶς.: [323, 1179, 597, 1231]
article-text: Ἐπὶ τῷ θλιβερῷ ἀγγέλματι τοῦ θανάτου τοῦ ἐπιφανοῦς καὶ διακεκριμένου ἀνδρὸς Ἀνδρέου Καμπάνη συνελθὸν σήμερον εἰς ἔκτακτον συνεδρίαν: [617, 1161, 920, 1230]
headline: ΔΕΚΑΕΞΕΤΩΝ: [88, 223, 244, 247]
